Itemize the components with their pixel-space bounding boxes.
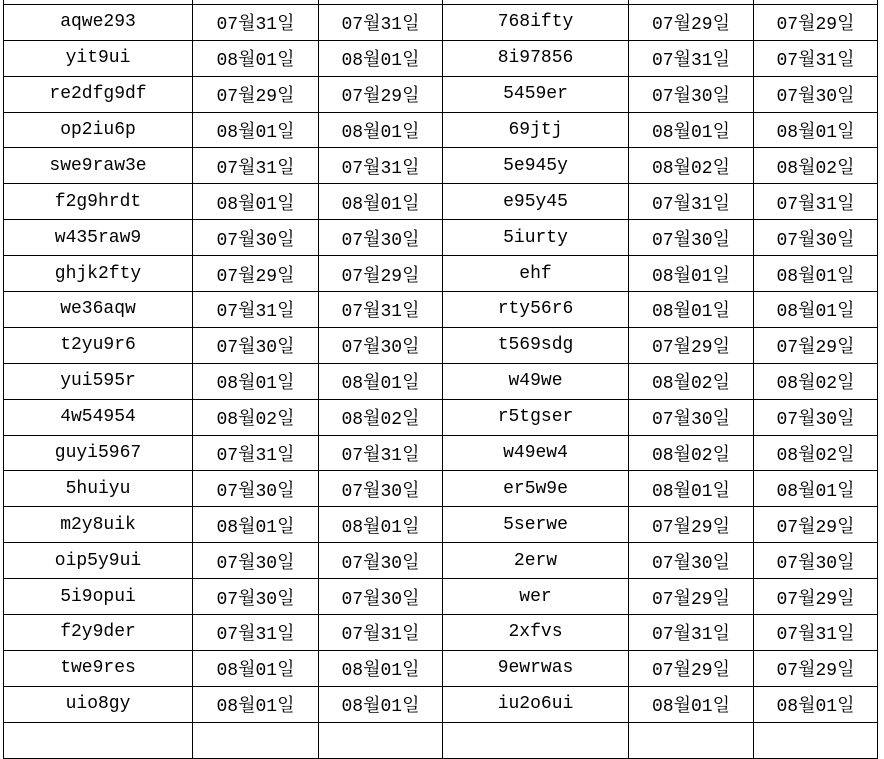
table-cell-clipped[interactable] [443,722,629,758]
table-row [4,650,878,686]
date-cell[interactable]: 07월29일 [193,256,319,292]
date-cell[interactable]: 07월31일 [319,4,443,40]
id-cell[interactable]: iu2o6ui [443,686,629,722]
id-cell[interactable]: r5tgser [443,399,629,435]
table-cell-clipped[interactable] [319,722,443,758]
table-row [4,471,878,507]
date-cell[interactable]: 08월02일 [754,363,878,399]
id-cell[interactable]: 2xfvs [443,615,629,651]
date-cell[interactable]: 07월30일 [193,543,319,579]
date-cell[interactable]: 07월29일 [754,579,878,615]
id-cell[interactable]: m2y8uik [4,507,193,543]
id-cell[interactable]: 768ifty [443,4,629,40]
date-cell[interactable]: 08월01일 [319,363,443,399]
id-cell[interactable]: 9ewrwas [443,650,629,686]
date-cell[interactable]: 08월01일 [193,40,319,76]
date-cell[interactable]: 07월30일 [193,579,319,615]
date-cell[interactable]: 07월31일 [754,184,878,220]
id-cell[interactable]: 5huiyu [4,471,193,507]
date-cell[interactable]: 07월31일 [319,615,443,651]
date-cell[interactable]: 07월29일 [754,4,878,40]
date-cell[interactable]: 08월01일 [754,112,878,148]
date-cell[interactable]: 07월30일 [193,471,319,507]
table-row [4,148,878,184]
id-cell[interactable]: yui595r [4,363,193,399]
id-cell[interactable]: e95y45 [443,184,629,220]
date-cell[interactable]: 07월30일 [754,220,878,256]
date-cell[interactable]: 07월30일 [754,76,878,112]
table-row [4,76,878,112]
id-cell[interactable]: w49ew4 [443,435,629,471]
date-cell[interactable]: 08월01일 [193,507,319,543]
id-cell[interactable]: ghjk2fty [4,256,193,292]
table-row [4,256,878,292]
id-cell[interactable]: w49we [443,363,629,399]
table-row [4,184,878,220]
date-cell[interactable]: 08월02일 [193,399,319,435]
date-cell[interactable]: 07월30일 [319,579,443,615]
date-cell[interactable]: 08월01일 [754,292,878,328]
date-cell[interactable]: 07월31일 [319,435,443,471]
date-cell[interactable]: 07월30일 [319,327,443,363]
table-body [4,0,878,758]
table-cell-clipped[interactable] [629,722,754,758]
date-cell[interactable]: 07월31일 [629,615,754,651]
id-cell[interactable]: 5serwe [443,507,629,543]
id-cell[interactable]: we36aqw [4,292,193,328]
id-cell[interactable]: 2erw [443,543,629,579]
id-cell[interactable]: w435raw9 [4,220,193,256]
table-row [4,615,878,651]
date-cell[interactable]: 07월29일 [629,650,754,686]
date-cell[interactable]: 08월02일 [754,435,878,471]
date-cell[interactable]: 07월29일 [629,507,754,543]
date-cell[interactable]: 08월01일 [754,471,878,507]
date-cell[interactable]: 07월31일 [193,148,319,184]
id-cell[interactable]: er5w9e [443,471,629,507]
date-cell[interactable]: 08월01일 [319,184,443,220]
id-cell[interactable]: t569sdg [443,327,629,363]
table-row [4,507,878,543]
date-cell[interactable]: 07월30일 [629,399,754,435]
date-cell[interactable]: 08월02일 [629,148,754,184]
id-cell[interactable]: f2y9der [4,615,193,651]
date-cell[interactable]: 08월01일 [193,363,319,399]
date-cell[interactable]: 07월31일 [319,292,443,328]
date-cell[interactable]: 07월29일 [193,76,319,112]
date-cell[interactable]: 07월29일 [629,327,754,363]
table-row [4,579,878,615]
id-cell[interactable]: 5e945y [443,148,629,184]
id-cell[interactable]: 5iurty [443,220,629,256]
date-cell[interactable]: 07월30일 [193,220,319,256]
id-cell[interactable]: aqwe293 [4,4,193,40]
id-cell[interactable]: 4w54954 [4,399,193,435]
date-cell[interactable]: 07월30일 [629,220,754,256]
date-cell[interactable]: 07월31일 [193,292,319,328]
date-cell[interactable]: 07월30일 [319,220,443,256]
date-cell[interactable]: 08월01일 [629,292,754,328]
date-cell[interactable]: 08월01일 [754,256,878,292]
table-cell-clipped[interactable] [754,722,878,758]
id-cell[interactable]: swe9raw3e [4,148,193,184]
date-cell[interactable]: 08월02일 [754,148,878,184]
date-cell[interactable]: 08월01일 [629,112,754,148]
id-cell[interactable]: oip5y9ui [4,543,193,579]
id-cell[interactable]: 5459er [443,76,629,112]
date-cell[interactable]: 07월30일 [319,471,443,507]
table-row [4,327,878,363]
date-cell[interactable]: 07월31일 [193,4,319,40]
date-cell[interactable]: 07월29일 [319,76,443,112]
table-row [4,435,878,471]
date-cell[interactable]: 07월30일 [754,543,878,579]
date-cell[interactable]: 07월31일 [629,184,754,220]
id-cell[interactable]: ehf [443,256,629,292]
date-cell[interactable]: 07월30일 [629,543,754,579]
id-cell[interactable]: f2g9hrdt [4,184,193,220]
table-row [4,40,878,76]
id-cell[interactable]: twe9res [4,650,193,686]
date-cell[interactable]: 08월02일 [319,399,443,435]
table-row [4,543,878,579]
date-cell[interactable]: 07월29일 [754,650,878,686]
id-cell[interactable]: op2iu6p [4,112,193,148]
date-cell[interactable]: 08월01일 [193,650,319,686]
id-cell[interactable]: 8i97856 [443,40,629,76]
id-cell[interactable]: guyi5967 [4,435,193,471]
date-cell[interactable]: 08월02일 [629,435,754,471]
date-cell[interactable]: 07월29일 [754,327,878,363]
id-cell[interactable]: uio8gy [4,686,193,722]
date-cell[interactable]: 07월31일 [193,615,319,651]
date-cell[interactable]: 07월30일 [319,543,443,579]
date-cell[interactable]: 08월01일 [629,256,754,292]
date-cell[interactable]: 08월01일 [319,40,443,76]
id-cell[interactable]: re2dfg9df [4,76,193,112]
table-row [4,686,878,722]
date-cell[interactable]: 07월30일 [754,399,878,435]
table-row [4,112,878,148]
date-cell[interactable]: 08월01일 [319,507,443,543]
date-cell[interactable]: 08월01일 [193,686,319,722]
date-cell[interactable]: 07월31일 [193,435,319,471]
date-cell[interactable]: 07월31일 [754,40,878,76]
date-cell[interactable]: 07월29일 [629,579,754,615]
date-cell[interactable]: 08월01일 [629,686,754,722]
table-row [4,4,878,40]
date-cell[interactable]: 07월30일 [629,76,754,112]
date-cell[interactable]: 08월01일 [193,184,319,220]
id-cell[interactable]: 5i9opui [4,579,193,615]
date-cell[interactable]: 07월31일 [319,148,443,184]
date-table [3,0,878,759]
table-cell-clipped[interactable] [4,722,193,758]
id-cell[interactable]: yit9ui [4,40,193,76]
table-viewport [3,0,878,759]
table-row-partial-bottom [4,722,878,758]
table-cell-clipped[interactable] [193,722,319,758]
date-cell[interactable]: 07월31일 [754,615,878,651]
table-row [4,399,878,435]
id-cell[interactable]: 69jtj [443,112,629,148]
date-cell[interactable]: 08월01일 [629,471,754,507]
date-cell[interactable]: 07월29일 [629,4,754,40]
date-cell[interactable]: 07월29일 [319,256,443,292]
date-cell[interactable]: 07월29일 [754,507,878,543]
id-cell[interactable]: wer [443,579,629,615]
table-row [4,220,878,256]
date-cell[interactable]: 07월31일 [629,40,754,76]
date-cell[interactable]: 08월02일 [629,363,754,399]
date-cell[interactable]: 08월01일 [319,650,443,686]
table-row [4,292,878,328]
date-cell[interactable]: 08월01일 [193,112,319,148]
date-cell[interactable]: 07월30일 [193,327,319,363]
table-row [4,363,878,399]
date-cell[interactable]: 08월01일 [319,112,443,148]
date-cell[interactable]: 08월01일 [754,686,878,722]
id-cell[interactable]: t2yu9r6 [4,327,193,363]
id-cell[interactable]: rty56r6 [443,292,629,328]
date-cell[interactable]: 08월01일 [319,686,443,722]
